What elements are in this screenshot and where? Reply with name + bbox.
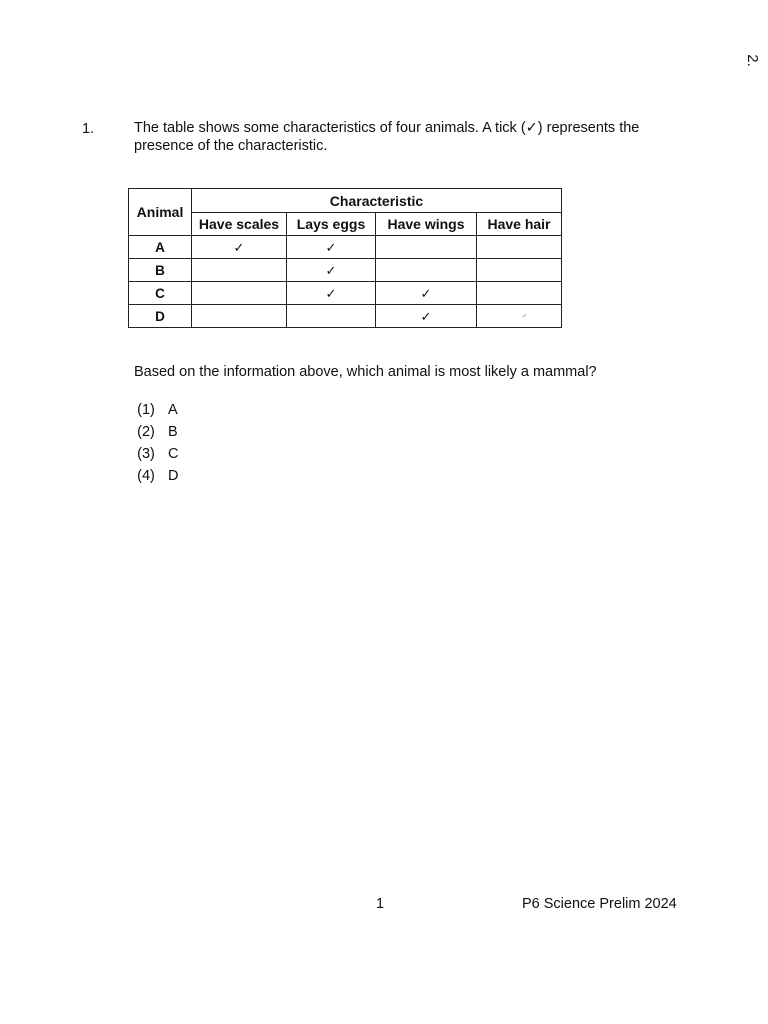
animal-label: A <box>129 236 192 259</box>
table-cell <box>376 236 477 259</box>
option-1[interactable] <box>124 399 188 421</box>
table-cell <box>287 259 376 282</box>
option-number: (2) <box>137 424 155 440</box>
table-row <box>129 236 562 259</box>
characteristic-group-header: Characteristic <box>192 189 562 213</box>
table-cell <box>192 282 287 305</box>
answer-options <box>124 399 188 487</box>
column-header-hair: Have hair <box>477 213 562 236</box>
page-number: 1 <box>376 896 385 912</box>
table-cell <box>477 305 562 328</box>
table-cell <box>287 236 376 259</box>
table-cell <box>477 236 562 259</box>
table-row <box>129 259 562 282</box>
column-header-eggs: Lays eggs <box>287 213 376 236</box>
table-row <box>129 282 562 305</box>
animal-label: D <box>129 305 192 328</box>
table-cell <box>376 305 477 328</box>
tick-mark: ✓ <box>420 286 432 302</box>
option-2[interactable] <box>124 421 188 443</box>
column-header-wings: Have wings <box>376 213 477 236</box>
table-cell <box>192 305 287 328</box>
animal-label: C <box>129 282 192 305</box>
table-cell <box>192 259 287 282</box>
column-header-scales: Have scales <box>192 213 287 236</box>
option-3[interactable] <box>124 443 188 465</box>
tick-mark: ✓ <box>325 240 337 256</box>
option-number: (4) <box>137 468 155 484</box>
table-subheader-row <box>129 213 562 236</box>
tick-mark: ✓ <box>233 240 245 256</box>
tick-mark: ✓ <box>325 263 337 279</box>
option-label: B <box>168 424 178 440</box>
option-label: C <box>168 446 179 462</box>
characteristics-table <box>128 188 562 328</box>
table-cell <box>477 282 562 305</box>
table-cell <box>376 259 477 282</box>
table-cell <box>287 305 376 328</box>
stray-pen-mark <box>523 314 528 319</box>
option-label: A <box>168 402 178 418</box>
table-cell <box>192 236 287 259</box>
option-label: D <box>168 468 179 484</box>
option-number: (3) <box>137 446 155 462</box>
animal-label: B <box>129 259 192 282</box>
page-corner-mark: 2. <box>743 54 761 67</box>
table-header-row <box>129 189 562 213</box>
question-prompt: Based on the information above, which animal is most likely a mammal? <box>134 364 597 380</box>
tick-mark: ✓ <box>420 309 432 325</box>
option-number: (1) <box>137 402 155 418</box>
table-cell <box>477 259 562 282</box>
question-stem: The table shows some characteristics of four animals. A tick (✓) represents the presence of the characteristic. <box>134 120 640 154</box>
footer-title: P6 Science Prelim 2024 <box>522 896 677 912</box>
tick-mark: ✓ <box>325 286 337 302</box>
option-4[interactable] <box>124 465 188 487</box>
animal-column-header: Animal <box>129 189 192 236</box>
table-cell <box>376 282 477 305</box>
question-number: 1. <box>82 121 95 137</box>
table-row <box>129 305 562 328</box>
table-cell <box>287 282 376 305</box>
